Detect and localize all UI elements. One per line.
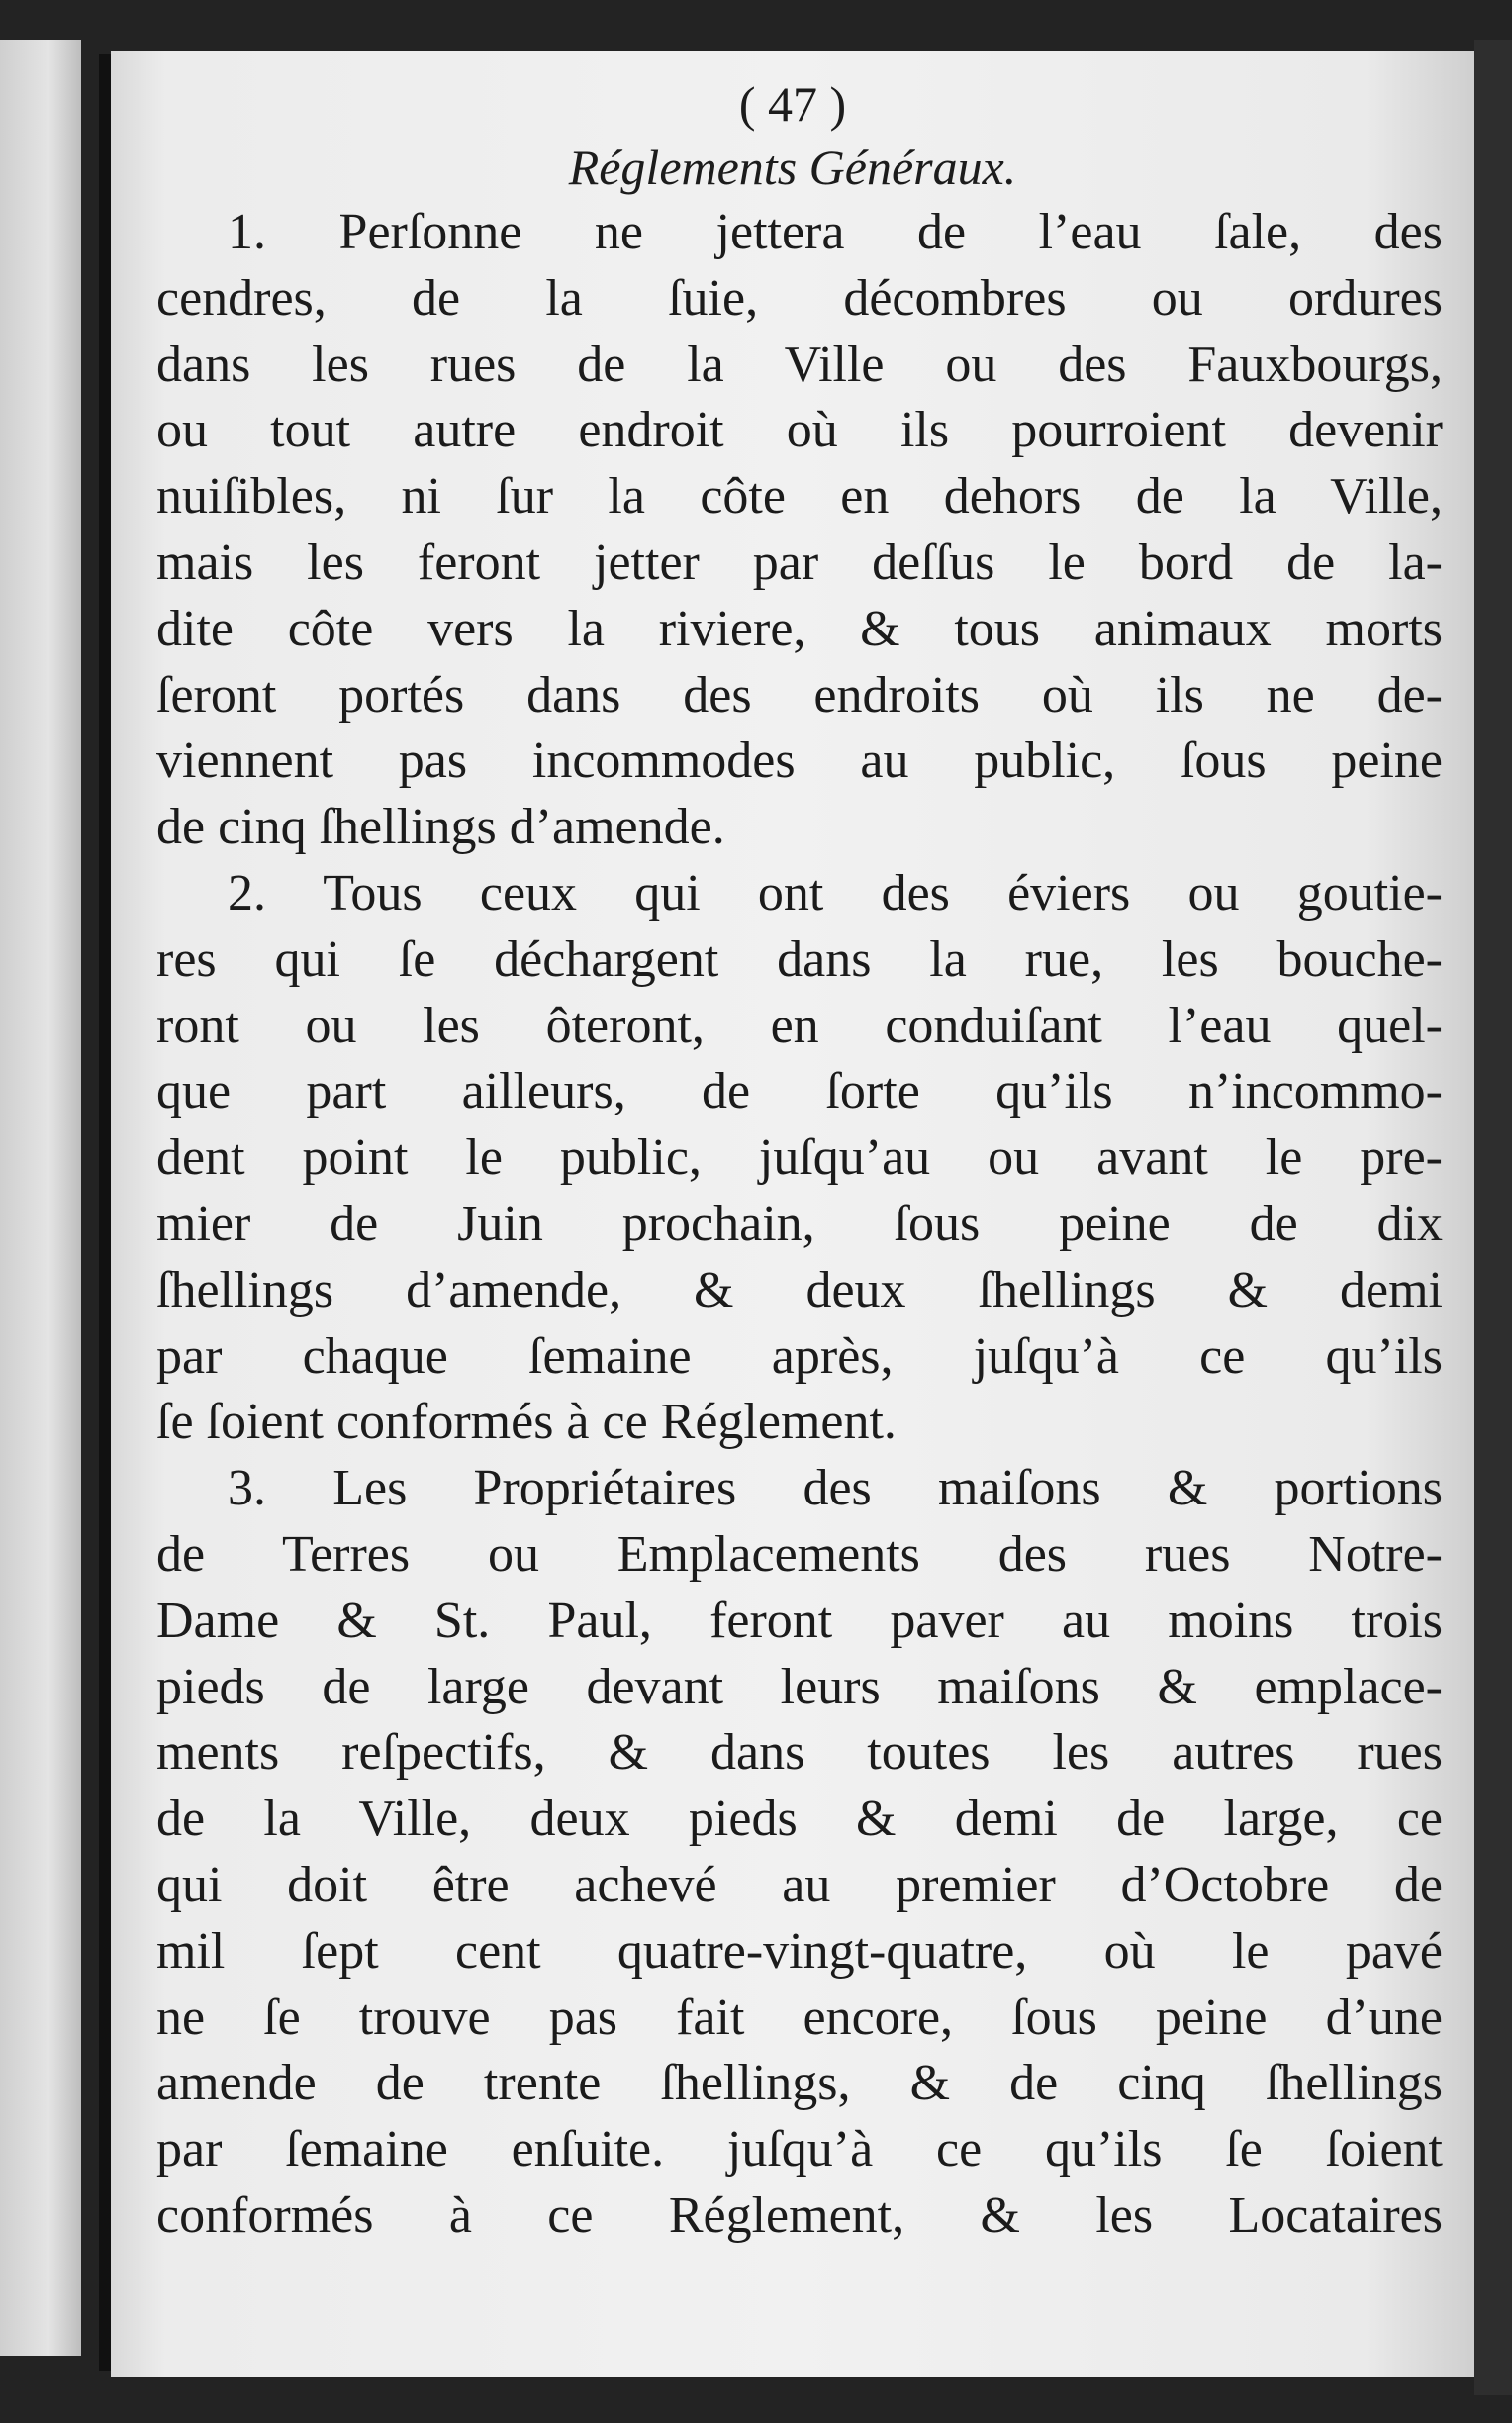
text-line: ou tout autre endroit où ils pourroient devenir [156,402,1443,459]
text-line: ſhellings d’amende, & deux ſhellings & demi [156,1261,1443,1318]
text-line: dite côte vers la riviere, & tous animaux morts [156,600,1443,657]
text-line: amende de trente ſhellings, & de cinq ſhellings [156,2055,1443,2112]
text-line: qui doit être achevé au premier d’Octobre de [156,1856,1443,1913]
page-sheet [111,51,1474,2377]
text-line: nuiſibles, ni ſur la côte en dehors de la Ville, [156,468,1443,526]
text-line: res qui ſe déchargent dans la rue, les bouche- [156,930,1443,988]
text-line: par ſemaine enſuite. juſqu’à ce qu’ils ſe ſoient [156,2121,1443,2179]
binding-gutter [99,54,111,2371]
text-line: dans les rues de la Ville ou des Fauxbourgs, [156,336,1443,393]
text-line: ne ſe trouve pas fait encore, ſous peine d’une [156,1988,1443,2046]
text-line: Dame & St. Paul, feront paver au moins trois [156,1592,1443,1649]
text-line: 1. Perſonne ne jettera de l’eau ſale, des [228,204,1443,260]
scan-border [1474,40,1512,2395]
page-number: ( 47 ) [738,76,847,132]
text-line: dent point le public, juſqu’au ou avant le pre- [156,1129,1443,1187]
text-line: de Terres ou Emplacements des rues Notre- [156,1525,1443,1583]
facing-page-edge [0,40,81,2356]
text-line: de la Ville, deux pieds & demi de large, ce [156,1791,1443,1848]
text-line: ront ou les ôteront, en conduiſant l’eau quel- [156,997,1443,1054]
text-line: cendres, de la ſuie, décombres ou ordures [156,269,1443,327]
text-line: ments reſpectifs, & dans toutes les autres rues [156,1724,1443,1782]
text-line: 3. Les Propriétaires des maiſons & portions [228,1460,1443,1517]
text-line: que part ailleurs, de ſorte qu’ils n’incommo- [156,1063,1443,1120]
text-line: de cinq ſhellings d’amende. [156,799,725,856]
text-line: ſeront portés dans des endroits où ils ne de- [156,666,1443,724]
text-line: par chaque ſemaine après, juſqu’à ce qu’ils [156,1327,1443,1385]
body-text [156,200,1443,2250]
text-line: mil ſept cent quatre-vingt-quatre, où le pavé [156,1922,1443,1980]
text-line: mier de Juin prochain, ſous peine de dix [156,1195,1443,1252]
section-heading: Réglements Généraux. [568,140,1017,195]
text-line: ſe ſoient conformés à ce Réglement. [156,1394,897,1451]
text-line: 2. Tous ceux qui ont des éviers ou goutie- [228,864,1443,921]
text-line: conformés à ce Réglement, & les Locataires [156,2186,1443,2244]
text-line: viennent pas incommodes au public, ſous peine [156,732,1443,790]
text-line: pieds de large devant leurs maiſons & emplace- [156,1658,1443,1715]
text-line: mais les feront jetter par deſſus le bord de la- [156,533,1443,591]
